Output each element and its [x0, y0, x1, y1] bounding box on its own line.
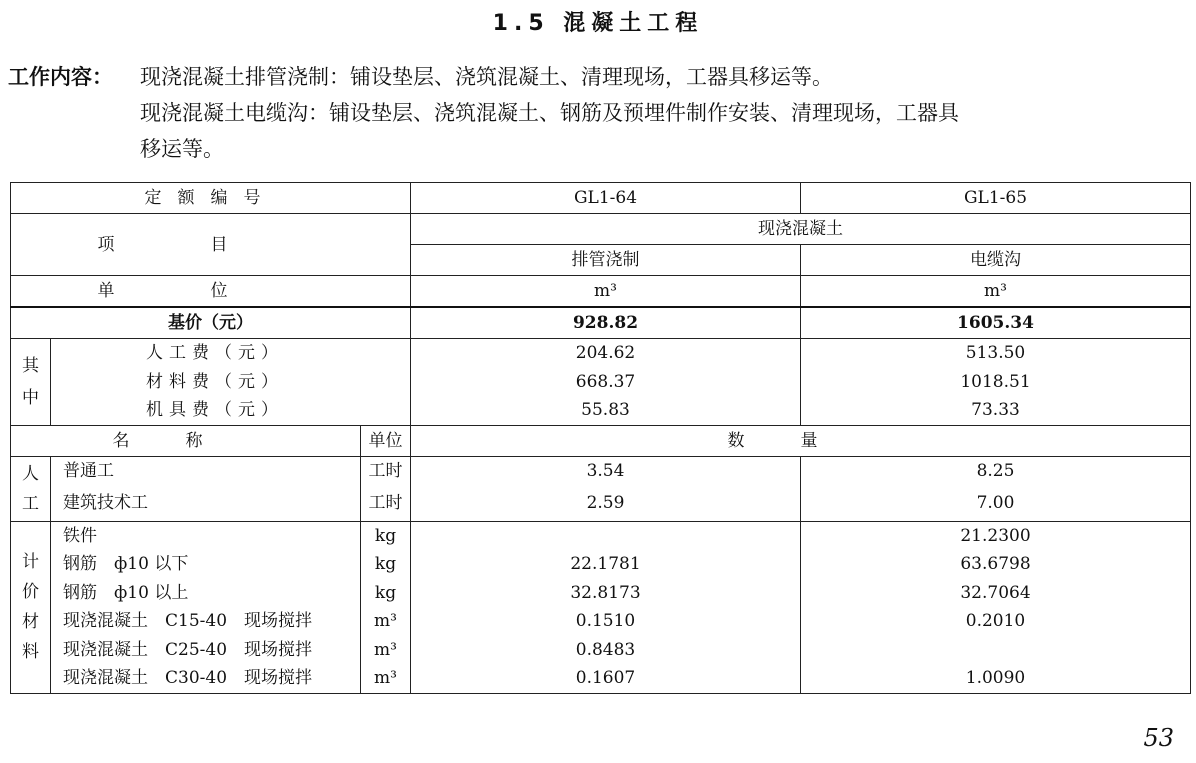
labor-value-1-1: 3.54: [586, 460, 625, 481]
name-col-label: 名称: [11, 425, 361, 456]
material-value-4-1: 0.1510: [575, 611, 636, 631]
material-cost-2: 1018.51: [960, 371, 1031, 392]
material-unit-3: kg: [374, 582, 397, 603]
cost-values-1: [411, 339, 801, 426]
labor-name-1: 普通工: [63, 460, 114, 481]
section-title: 1.5 混凝土工程: [492, 11, 704, 36]
material-value-5-1: 0.8483: [575, 639, 636, 660]
labor-group-label: 人工: [11, 456, 51, 521]
row-unit: [11, 276, 1191, 308]
row-name-header: [11, 425, 1191, 456]
row-cost-breakdown: [11, 339, 1191, 426]
base-price-1: 928.82: [411, 307, 801, 339]
unit-col-label: 单位: [361, 425, 411, 456]
work-content-label: 工作内容：: [8, 65, 113, 89]
material-units: [361, 521, 411, 693]
cost-values-2: [801, 339, 1191, 426]
quota-code-1: GL1-64: [411, 183, 801, 214]
material-unit-4: m³: [374, 611, 397, 631]
material-name-2: 钢筋 ф10 以下: [63, 554, 189, 574]
labor-unit-1: 工时: [368, 460, 403, 481]
material-name-5: 现浇混凝土 C25-40 现场搅拌: [63, 639, 313, 660]
material-unit-6: m³: [374, 668, 397, 688]
base-price-label: 基价（元）: [11, 307, 411, 339]
cost-labels: [51, 339, 411, 426]
labor-value-1-2: 8.25: [976, 460, 1015, 481]
material-cost-label: 材料费（元）: [146, 371, 284, 392]
page-number: 53: [1143, 724, 1174, 752]
material-value-6-2: 1.0090: [965, 668, 1026, 688]
machine-cost-label: 机具费（元）: [146, 400, 284, 420]
material-value-5-2: [805, 636, 1186, 665]
material-name-4: 现浇混凝土 C15-40 现场搅拌: [63, 611, 313, 631]
material-cost-1: 668.37: [575, 371, 636, 392]
work-content-line-2: 现浇混凝土电缆沟：铺设垫层、浇筑混凝土、钢筋及预埋件制作安装、清理现场，工器具: [140, 101, 959, 125]
material-group-label: 计价材料: [11, 521, 51, 693]
row-labor: [11, 456, 1191, 521]
labor-name-2: 建筑技术工: [63, 492, 148, 513]
subitem-1: 排管浇制: [411, 245, 801, 276]
material-values-1: [411, 521, 801, 693]
row-materials: [11, 521, 1191, 693]
work-content-line-3: 移运等。: [140, 137, 224, 161]
material-value-1-1: [415, 522, 796, 551]
material-unit-2: kg: [374, 554, 397, 574]
quota-code-2: GL1-65: [801, 183, 1191, 214]
item-label: 项目: [11, 214, 411, 276]
quota-table: [10, 182, 1191, 694]
labor-cost-2: 513.50: [965, 343, 1026, 363]
labor-value-2-1: 2.59: [586, 492, 625, 513]
labor-cost-label: 人工费（元）: [146, 343, 284, 363]
quota-code-label: 定额编号: [11, 183, 411, 214]
material-unit-1: kg: [374, 525, 397, 546]
base-price-2: 1605.34: [801, 307, 1191, 339]
material-name-6: 现浇混凝土 C30-40 现场搅拌: [63, 668, 313, 688]
machine-cost-1: 55.83: [581, 400, 630, 420]
qty-col-label: 数量: [411, 425, 1191, 456]
labor-values-2: [801, 456, 1191, 521]
material-value-4-2: 0.2010: [965, 611, 1026, 631]
unit-label: 单位: [11, 276, 411, 308]
labor-unit-2: 工时: [368, 492, 403, 513]
material-value-1-2: 21.2300: [960, 525, 1031, 546]
qizhong-label: 其中: [11, 339, 51, 426]
material-values-2: [801, 521, 1191, 693]
material-value-2-2: 63.6798: [960, 554, 1031, 574]
material-value-3-2: 32.7064: [960, 582, 1031, 603]
row-base-price: [11, 307, 1191, 339]
material-value-6-1: 0.1607: [575, 668, 636, 688]
unit-1: m³: [411, 276, 801, 308]
material-value-2-1: 22.1781: [570, 554, 641, 574]
labor-units: [361, 456, 411, 521]
machine-cost-2: 73.33: [971, 400, 1020, 420]
material-name-3: 钢筋 ф10 以上: [63, 582, 189, 603]
material-unit-5: m³: [374, 639, 397, 660]
item-group: 现浇混凝土: [411, 214, 1191, 245]
material-names: [51, 521, 361, 693]
unit-2: m³: [801, 276, 1191, 308]
labor-names: [51, 456, 361, 521]
material-value-3-1: 32.8173: [570, 582, 641, 603]
labor-values-1: [411, 456, 801, 521]
row-quota-code: [11, 183, 1191, 214]
material-name-1: 铁件: [63, 525, 97, 546]
labor-cost-1: 204.62: [575, 343, 636, 363]
work-content-line-1: 现浇混凝土排管浇制：铺设垫层、浇筑混凝土、清理现场，工器具移运等。: [140, 65, 833, 89]
subitem-2: 电缆沟: [801, 245, 1191, 276]
labor-value-2-2: 7.00: [976, 492, 1015, 513]
row-item: [11, 214, 1191, 245]
